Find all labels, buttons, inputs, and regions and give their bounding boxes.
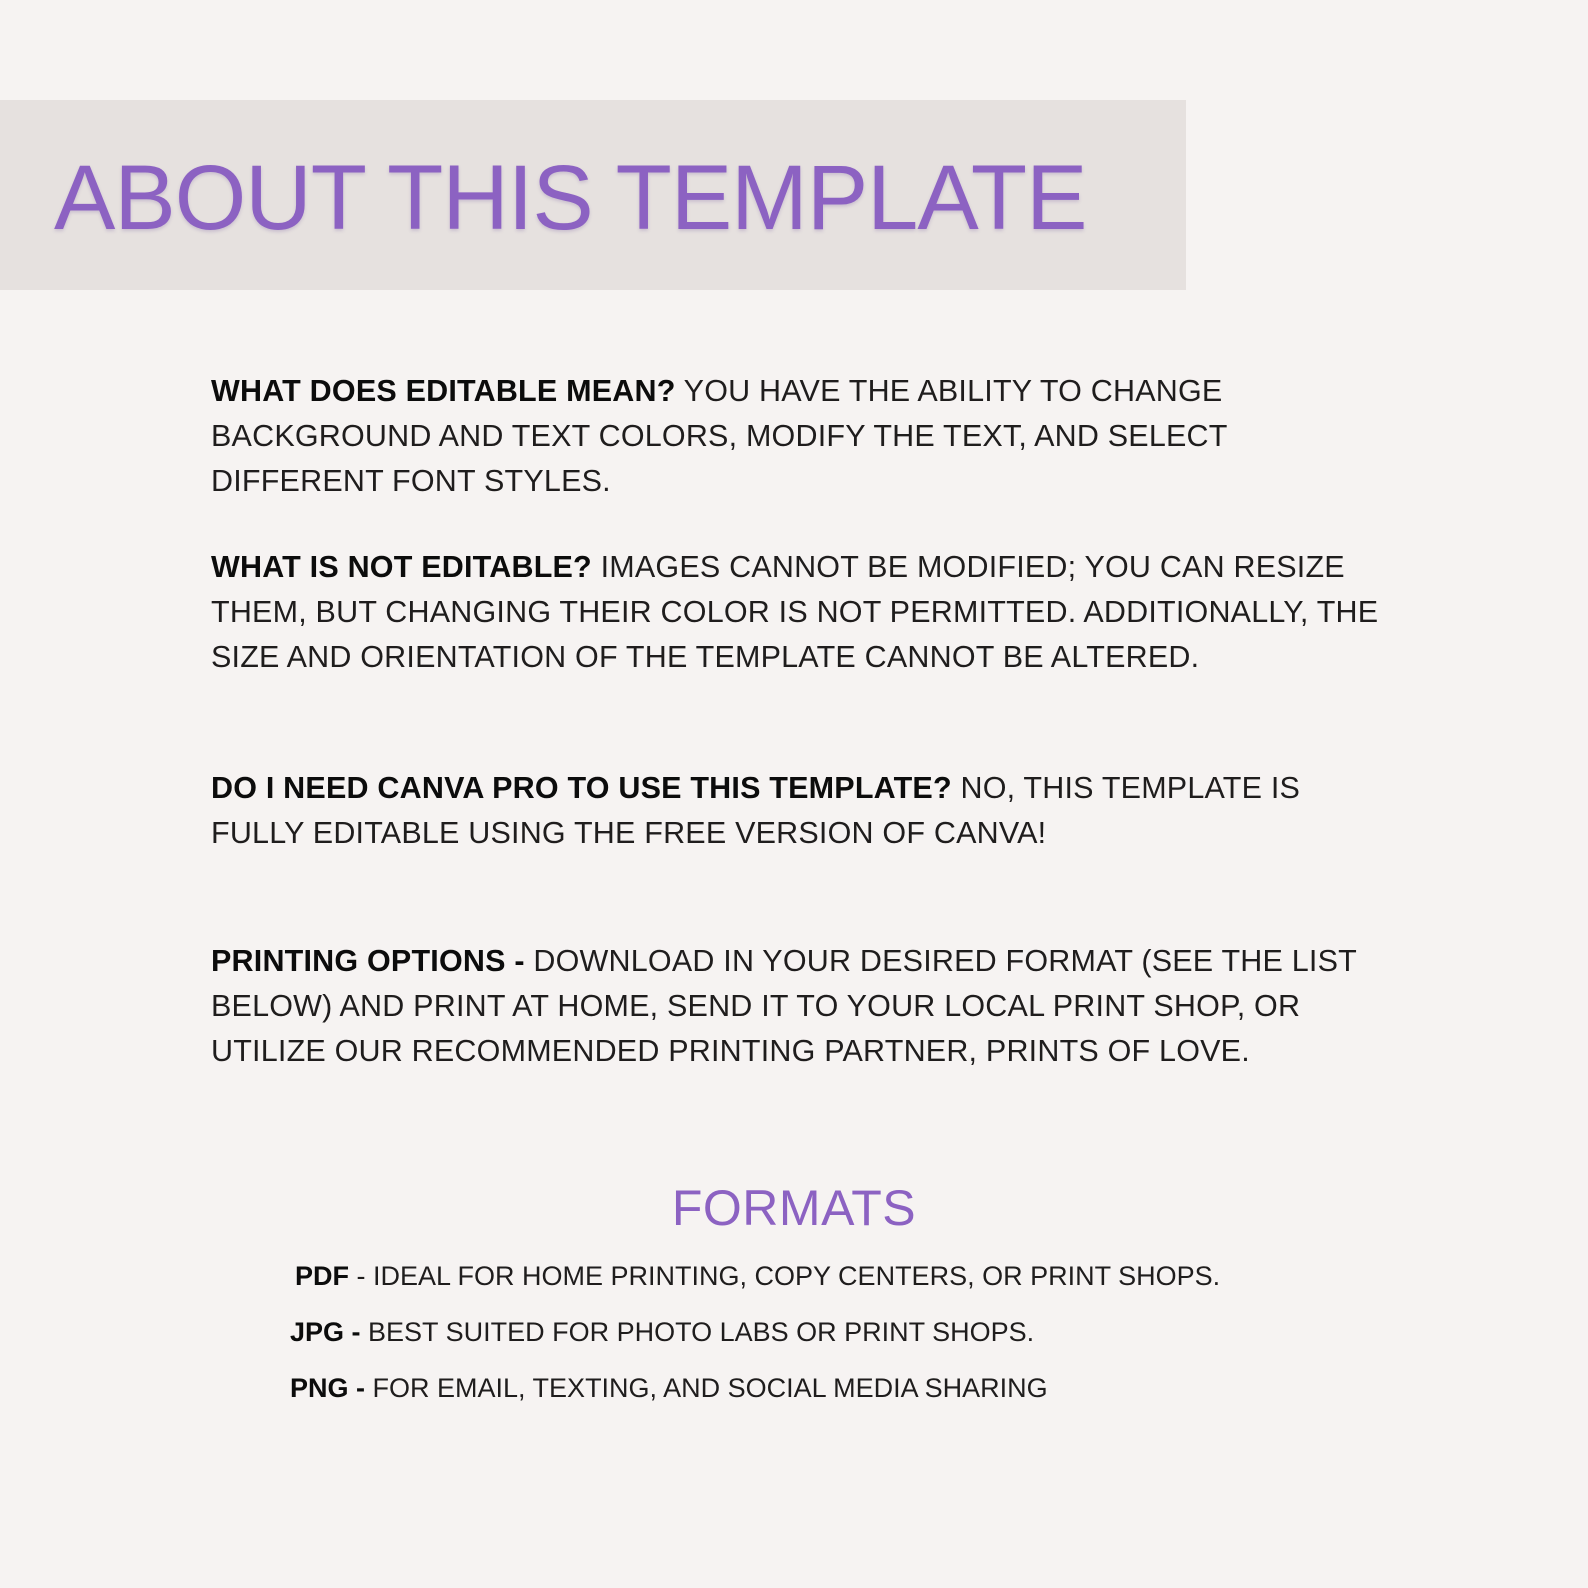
format-item-pdf [295,1258,1220,1294]
format-name: JPG - [290,1317,361,1347]
format-item-jpg [290,1314,1034,1350]
faq-question: WHAT DOES EDITABLE MEAN? [211,374,676,408]
faq-item-editable [211,369,1391,504]
formats-title: FORMATS [671,1180,917,1236]
faq-answer: DOWNLOAD IN YOUR DESIRED FORMAT (SEE THE LIST BELOW) AND PRINT AT HOME, SEND IT TO YOUR LOCAL PRINT SHOP, OR UTILIZE OUR RECOMMENDED PRINTING PARTNER, PRINTS OF LOVE. [211,944,1357,1068]
format-description: FOR EMAIL, TEXTING, AND SOCIAL MEDIA SHARING [365,1373,1048,1403]
faq-question: DO I NEED CANVA PRO TO USE THIS TEMPLATE? [211,771,952,805]
faq-answer: IMAGES CANNOT BE MODIFIED; YOU CAN RESIZE THEM, BUT CHANGING THEIR COLOR IS NOT PERMITTED. ADDITIONALLY, THE SIZE AND ORIENTATION OF THE TEMPLATE CANNOT BE ALTERED. [211,550,1379,674]
faq-item-not-editable [211,545,1391,680]
format-name: PDF [295,1261,349,1291]
format-name: PNG - [290,1373,366,1403]
faq-item-printing-options [211,939,1391,1074]
faq-question: PRINTING OPTIONS - [211,944,525,978]
faq-answer: YOU HAVE THE ABILITY TO CHANGE BACKGROUND AND TEXT COLORS, MODIFY THE TEXT, AND SELECT DIFFERENT FONT STYLES. [211,374,1228,498]
faq-question: WHAT IS NOT EDITABLE? [211,550,592,584]
format-description: - IDEAL FOR HOME PRINTING, COPY CENTERS, OR PRINT SHOPS. [349,1261,1221,1291]
format-description: BEST SUITED FOR PHOTO LABS OR PRINT SHOPS. [360,1317,1035,1347]
faq-answer: NO, THIS TEMPLATE IS FULLY EDITABLE USING THE FREE VERSION OF CANVA! [211,771,1301,850]
format-item-png [290,1370,1048,1406]
page-title: ABOUT THIS TEMPLATE [54,147,1087,249]
faq-item-canva-pro [211,766,1391,856]
